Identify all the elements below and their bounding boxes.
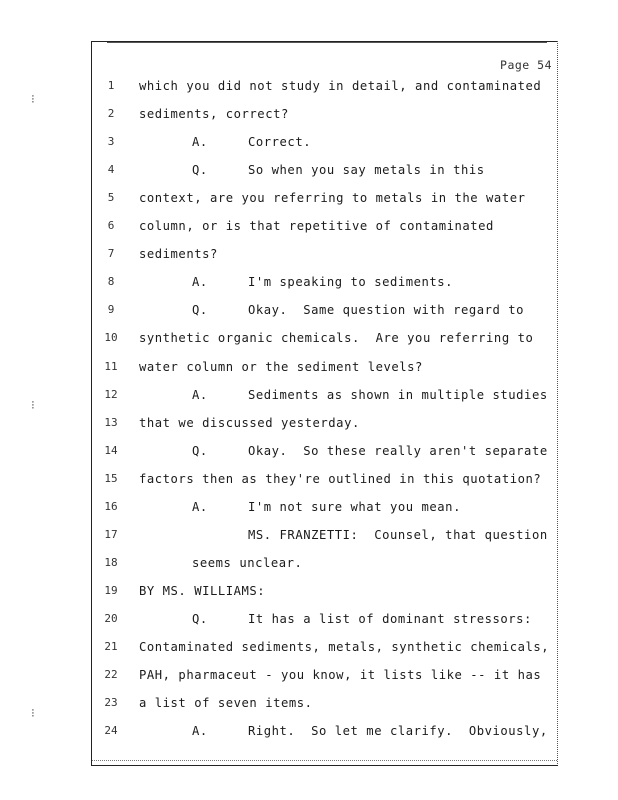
- speaker-label: A.: [192, 724, 208, 739]
- line-body: synthetic organic chemicals. Are you referring to: [139, 331, 534, 346]
- transcript-line: [0, 472, 618, 494]
- transcript-line: [0, 668, 618, 690]
- line-body: Contaminated sediments, metals, synthetic chemicals,: [139, 640, 550, 654]
- line-number: 5: [107, 191, 115, 205]
- line-number: 11: [104, 359, 118, 373]
- line-number: 10: [104, 331, 118, 345]
- binding-hole-mark: ⁝: [31, 706, 35, 720]
- line-body: a list of seven items.: [139, 696, 313, 711]
- line-number: 22: [104, 668, 118, 682]
- line-text: [192, 612, 532, 626]
- line-body: Okay. So these really aren't separate: [248, 443, 548, 458]
- line-body: It has a list of dominant stressors:: [248, 611, 532, 626]
- transcript-line: [0, 612, 618, 634]
- line-body: PAH, pharmaceut - you know, it lists like -- it has: [139, 668, 542, 683]
- line-text: [139, 696, 313, 710]
- transcript-line: [0, 247, 618, 269]
- line-text: [139, 668, 541, 682]
- line-text: [139, 331, 533, 345]
- transcript-line: [0, 219, 618, 241]
- transcript-line: [0, 444, 618, 466]
- line-text: [139, 472, 541, 486]
- line-body: sediments, correct?: [139, 107, 289, 122]
- transcript-line: [0, 331, 618, 353]
- transcript-line: [0, 388, 618, 410]
- line-body: that we discussed yesterday.: [139, 415, 360, 430]
- transcript-line: [0, 724, 618, 746]
- line-number: 21: [104, 640, 118, 653]
- line-number: 1: [107, 79, 115, 92]
- transcript-line: [0, 556, 618, 578]
- line-number: 12: [104, 387, 118, 401]
- line-text: [139, 247, 218, 261]
- line-text: [139, 79, 541, 93]
- speaker-label: Q.: [192, 611, 208, 626]
- line-number: 24: [104, 724, 118, 738]
- line-body: BY MS. WILLIAMS:: [139, 583, 266, 598]
- line-body: column, or is that repetitive of contaminated: [139, 219, 494, 234]
- line-body: MS. FRANZETTI: Counsel, that question: [248, 527, 548, 542]
- transcript-line: [0, 191, 618, 213]
- transcript-line: [0, 135, 618, 157]
- line-text: [192, 724, 548, 738]
- line-body: which you did not study in detail, and contaminated: [139, 79, 542, 93]
- line-body: I'm not sure what you mean.: [248, 499, 461, 514]
- transcript-line: [0, 416, 618, 438]
- line-text: [192, 500, 461, 514]
- line-text: [192, 135, 311, 149]
- transcript-line: [0, 696, 618, 718]
- line-text: [139, 640, 549, 654]
- line-text: [192, 556, 302, 570]
- transcript-line: [0, 500, 618, 522]
- line-body: water column or the sediment levels?: [139, 359, 423, 374]
- line-body: So when you say metals in this: [248, 163, 485, 178]
- line-number: 4: [107, 163, 115, 177]
- transcript-line: [0, 640, 618, 662]
- line-number: 18: [104, 555, 118, 569]
- transcript-line: [0, 360, 618, 382]
- line-text: [139, 107, 289, 121]
- transcript-line: [0, 275, 618, 297]
- line-text: [139, 360, 423, 374]
- speaker-label: Q.: [192, 443, 208, 458]
- binding-hole-mark: ⁝: [31, 398, 35, 412]
- line-body: Right. So let me clarify. Obviously,: [248, 724, 548, 739]
- speaker-label: Q.: [192, 303, 208, 318]
- line-number: 15: [104, 471, 118, 485]
- line-text: [192, 388, 548, 402]
- line-body: Sediments as shown in multiple studies: [248, 387, 548, 402]
- line-body: seems unclear.: [192, 555, 303, 570]
- line-number: 8: [107, 275, 115, 289]
- transcript-line: [0, 163, 618, 185]
- line-number: 3: [107, 135, 115, 149]
- line-text: [139, 584, 265, 598]
- transcript-line: [0, 584, 618, 606]
- top-rule: [107, 42, 547, 43]
- line-number: 7: [107, 247, 115, 261]
- line-body: Correct.: [248, 135, 312, 150]
- line-text: [248, 528, 548, 542]
- line-text: [139, 416, 360, 430]
- line-number: 2: [107, 107, 115, 121]
- line-number: 14: [104, 443, 118, 457]
- transcript-line: [0, 528, 618, 550]
- transcript-line: [0, 107, 618, 129]
- line-number: 23: [104, 696, 118, 710]
- line-body: context, are you referring to metals in the water: [139, 191, 526, 206]
- speaker-label: A.: [192, 387, 208, 402]
- speaker-label: A.: [192, 275, 208, 290]
- speaker-label: A.: [192, 135, 208, 150]
- transcript-line: [0, 303, 618, 325]
- line-text: [192, 444, 548, 458]
- page-number: Page 54: [500, 58, 552, 72]
- speaker-label: A.: [192, 499, 208, 514]
- line-body: factors then as they're outlined in this quotation?: [139, 471, 542, 486]
- line-number: 6: [107, 219, 115, 233]
- line-number: 19: [104, 583, 118, 597]
- line-number: 16: [104, 499, 118, 513]
- transcript-line: [0, 79, 618, 101]
- line-body: sediments?: [139, 247, 218, 262]
- line-text: [192, 303, 524, 317]
- binding-hole-mark: ⁝: [31, 92, 35, 106]
- line-text: [192, 275, 453, 289]
- line-body: I'm speaking to sediments.: [248, 275, 454, 290]
- line-body: Okay. Same question with regard to: [248, 303, 525, 318]
- line-text: [139, 219, 494, 233]
- line-text: [192, 163, 485, 177]
- speaker-label: Q.: [192, 163, 208, 178]
- line-number: 9: [107, 303, 115, 317]
- bottom-rule: [92, 760, 557, 761]
- line-number: 20: [104, 611, 118, 625]
- line-number: 13: [104, 415, 118, 429]
- line-number: 17: [104, 527, 118, 541]
- line-text: [139, 191, 526, 205]
